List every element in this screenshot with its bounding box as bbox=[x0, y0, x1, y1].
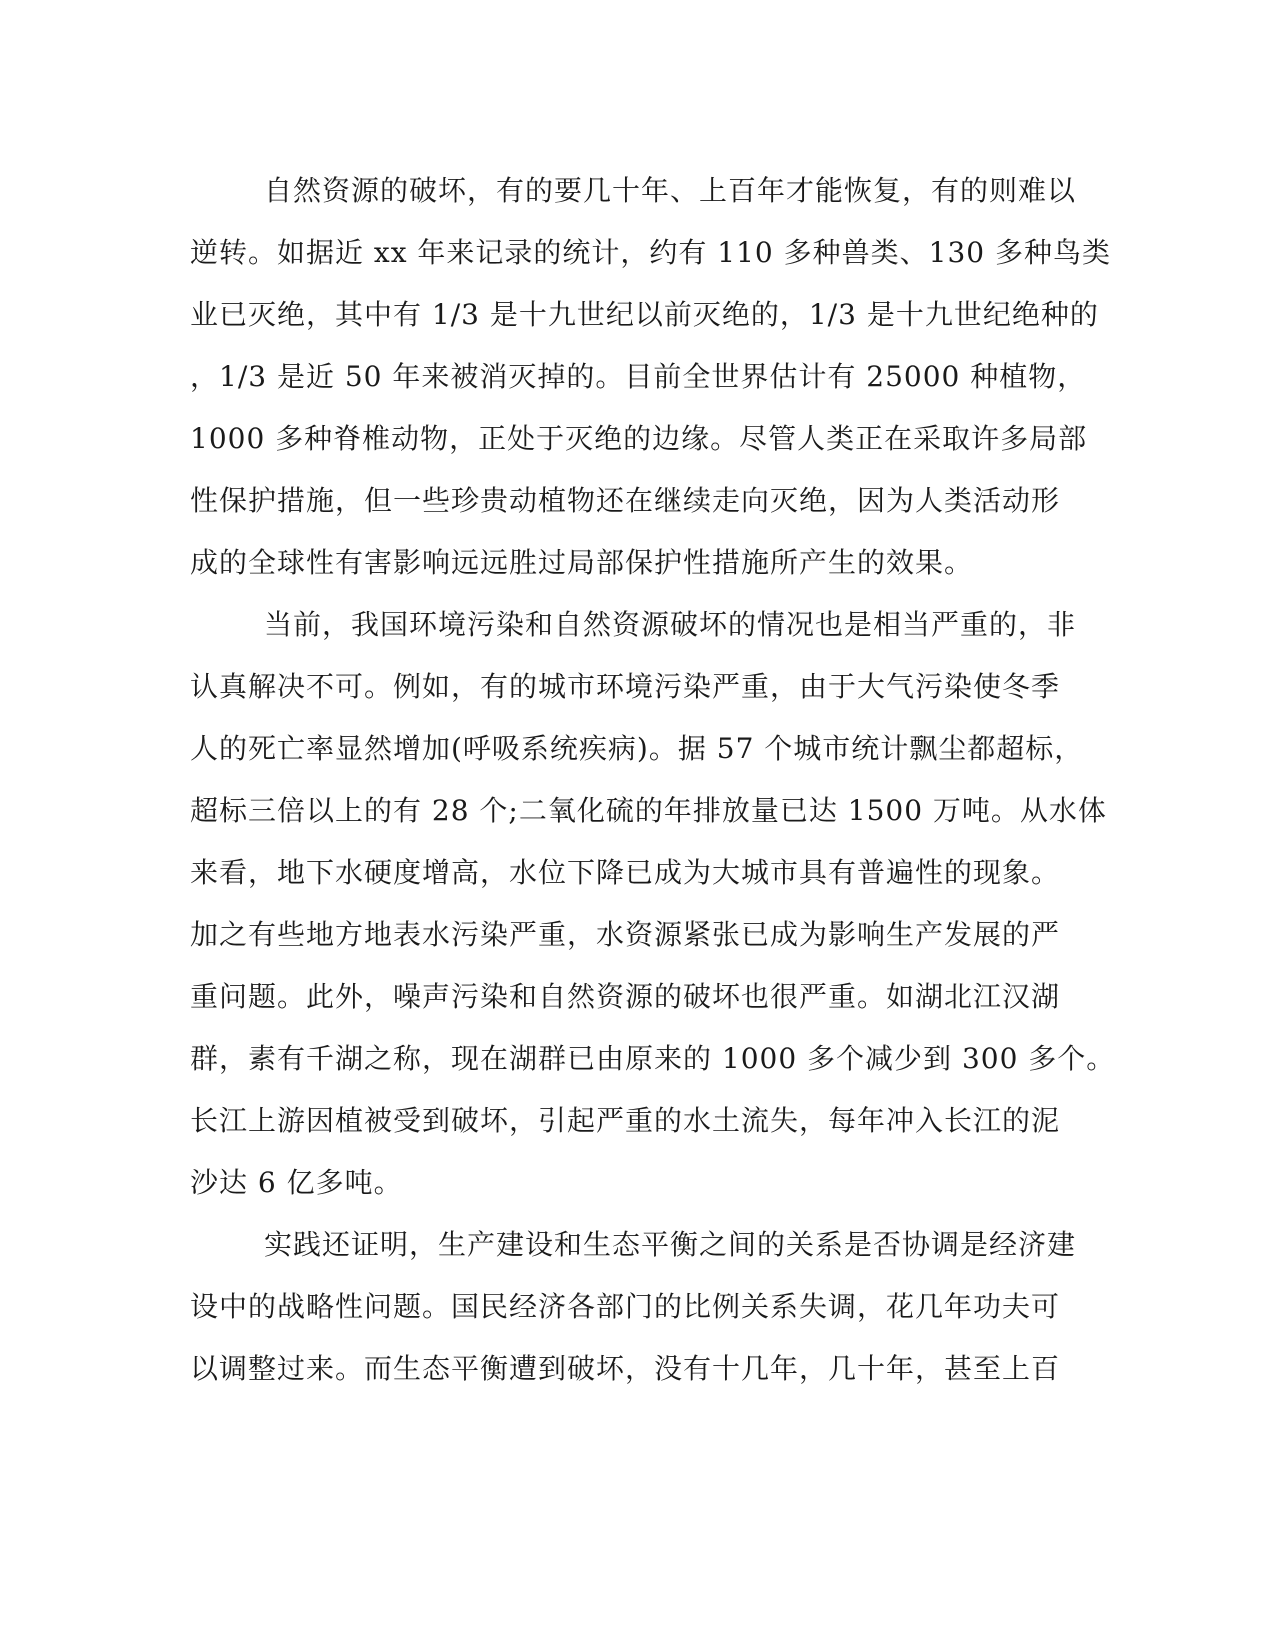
paragraph-line: 逆转。如据近 xx 年来记录的统计，约有 110 多种兽类、130 多种鸟类 bbox=[190, 236, 1111, 269]
paragraph-line: 实践还证明，生产建设和生态平衡之间的关系是否协调是经济建 bbox=[264, 1228, 1077, 1261]
paragraph-line: 群，素有千湖之称，现在湖群已由原来的 1000 多个减少到 300 多个。 bbox=[190, 1042, 1116, 1075]
paragraph-1 bbox=[190, 160, 1111, 594]
paragraph-line: 沙达 6 亿多吨。 bbox=[190, 1166, 403, 1199]
paragraph-line: 超标三倍以上的有 28 个;二氧化硫的年排放量已达 1500 万吨。从水体 bbox=[190, 794, 1107, 827]
paragraph-line: 认真解决不可。例如，有的城市环境污染严重，由于大气污染使冬季 bbox=[190, 670, 1061, 703]
paragraph-line: 重问题。此外，噪声污染和自然资源的破坏也很严重。如湖北江汉湖 bbox=[190, 980, 1061, 1013]
paragraph-line: 加之有些地方地表水污染严重，水资源紧张已成为影响生产发展的严 bbox=[190, 918, 1061, 951]
paragraph-line: 长江上游因植被受到破坏，引起严重的水土流失，每年冲入长江的泥 bbox=[190, 1104, 1061, 1137]
body-text bbox=[190, 160, 1116, 1400]
paragraph-line: 人的死亡率显然增加(呼吸系统疾病)。据 57 个城市统计飘尘都超标， bbox=[190, 732, 1084, 765]
paragraph-3 bbox=[190, 1214, 1077, 1400]
paragraph-line: 成的全球性有害影响远远胜过局部保护性措施所产生的效果。 bbox=[190, 546, 974, 579]
paragraph-line: 自然资源的破坏，有的要几十年、上百年才能恢复，有的则难以 bbox=[264, 174, 1077, 207]
paragraph-line: 业已灭绝，其中有 1/3 是十九世纪以前灭绝的，1/3 是十九世纪绝种的 bbox=[190, 298, 1099, 331]
paragraph-line: 1000 多种脊椎动物，正处于灭绝的边缘。尽管人类正在采取许多局部 bbox=[190, 422, 1088, 455]
paragraph-line: 以调整过来。而生态平衡遭到破坏，没有十几年，几十年，甚至上百 bbox=[190, 1352, 1061, 1385]
paragraph-line: 来看，地下水硬度增高，水位下降已成为大城市具有普遍性的现象。 bbox=[190, 856, 1061, 889]
paragraph-line: 性保护措施，但一些珍贵动植物还在继续走向灭绝，因为人类活动形 bbox=[190, 484, 1061, 517]
paragraph-line: 当前，我国环境污染和自然资源破坏的情况也是相当严重的，非 bbox=[264, 608, 1077, 641]
paragraph-line: 设中的战略性问题。国民经济各部门的比例关系失调，花几年功夫可 bbox=[190, 1290, 1061, 1323]
paragraph-line: ，1/3 是近 50 年来被消灭掉的。目前全世界估计有 25000 种植物， bbox=[190, 360, 1087, 393]
paragraph-2 bbox=[190, 594, 1116, 1214]
